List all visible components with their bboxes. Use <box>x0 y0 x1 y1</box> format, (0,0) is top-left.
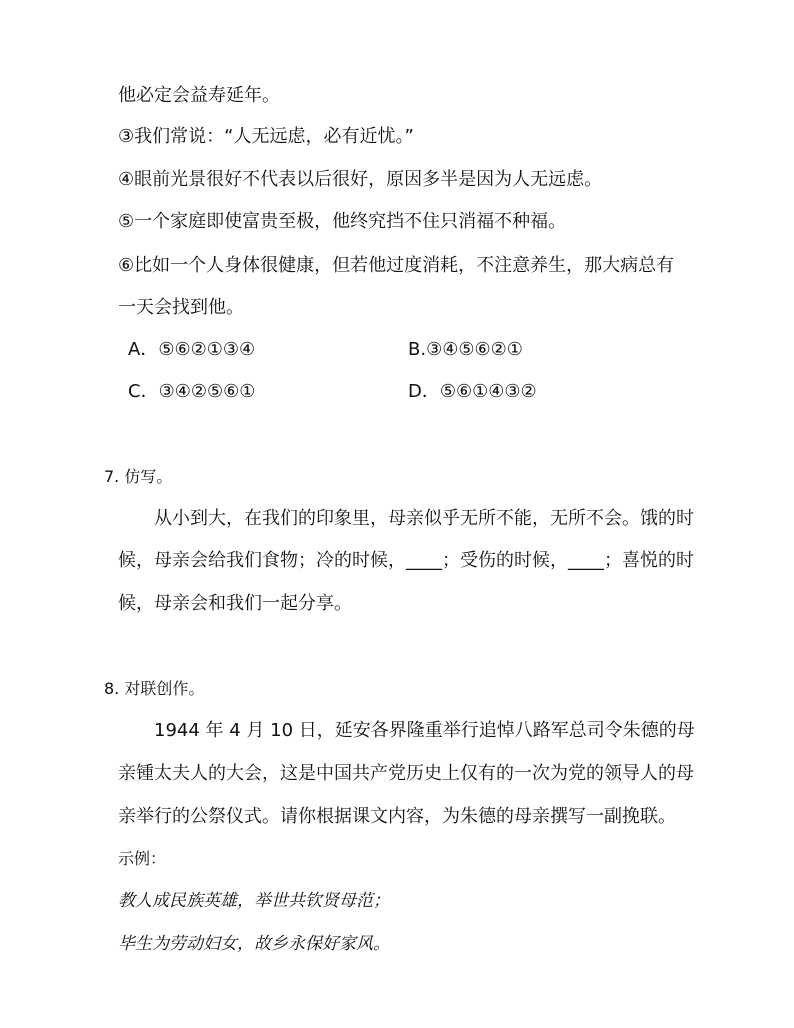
q6-line-4: ⑤一个家庭即使富贵至极，他终究挡不住只消福不种福。 <box>118 211 567 232</box>
option-a: A．⑤⑥②①③④ <box>128 339 256 360</box>
option-c: C．③④②⑤⑥① <box>128 381 256 402</box>
option-d: D．⑤⑥①④③② <box>408 381 537 402</box>
q8-example-label: 示例： <box>118 849 167 868</box>
q6-line-3: ④眼前光景很好不代表以后很好，原因多半是因为人无远虑。 <box>118 169 603 190</box>
q8-line-1: 1944 年 4 月 10 日，延安各界隆重举行追悼八路军总司令朱德的母 <box>154 720 695 741</box>
q7-line-3: 候，母亲会和我们一起分享。 <box>118 593 352 614</box>
q7-title: 7. 仿写。 <box>104 467 173 486</box>
q8-line-2: 亲锺太夫人的大会，这是中国共产党历史上仅有的一次为党的领导人的母 <box>118 763 694 784</box>
q6-line-5: ⑥比如一个人身体很健康，但若他过度消耗，不注意养生，那大病总有 <box>118 255 675 276</box>
option-b: B.③④⑤⑥②① <box>408 339 523 360</box>
q8-line-3: 亲举行的公祭仪式。请你根据课文内容，为朱德的母亲撰写一副挽联。 <box>118 806 676 827</box>
q6-line-2: ③我们常说：“人无远虑，必有近忧。” <box>118 126 414 147</box>
q6-line-6: 一天会找到他。 <box>118 297 244 318</box>
q8-title: 8. 对联创作。 <box>104 679 205 698</box>
q7-line-1: 从小到大，在我们的印象里，母亲似乎无所不能，无所不会。饿的时 <box>154 508 694 529</box>
q8-example-line-1: 教人成民族英雄，举世共钦贤母范； <box>118 891 390 911</box>
q7-line-2: 候，母亲会给我们食物；冷的时候，____；受伤的时候，____；喜悦的时 <box>118 550 694 571</box>
q6-line-1: 他必定会益寿延年。 <box>118 85 280 106</box>
q8-example-line-2: 毕生为劳动妇女，故乡永保好家风。 <box>118 934 390 954</box>
